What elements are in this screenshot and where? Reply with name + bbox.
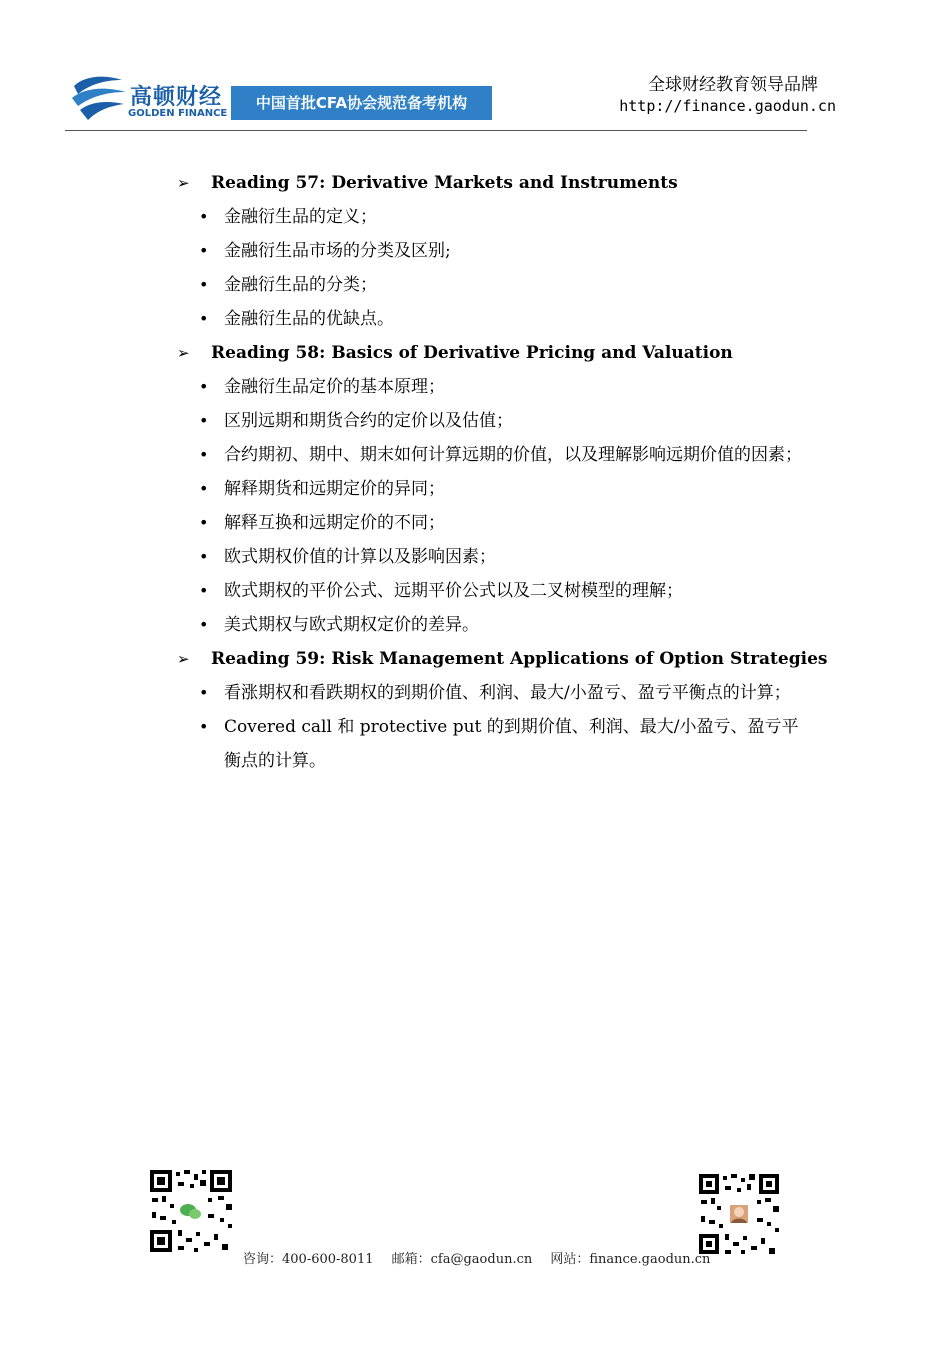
list-item: • 区别远期和期货合约的定价以及估值； bbox=[0, 404, 814, 438]
list-item: • 金融衍生品的分类； bbox=[0, 268, 814, 302]
list-item: • Covered call 和 protective put 的到期价值、利润、最大/小盈亏、盈亏平衡点的计算。 bbox=[0, 710, 814, 778]
golden-finance-logo-icon bbox=[70, 72, 128, 124]
list-item: • 美式期权与欧式期权定价的差异。 bbox=[0, 608, 814, 642]
logo-chinese-name: 高顿财经 bbox=[130, 85, 223, 110]
bullet-icon: • bbox=[199, 445, 209, 464]
reading-title: ➢ Reading 58: Basics of Derivative Pricing and Valuation bbox=[0, 336, 950, 370]
bullet-icon: • bbox=[199, 615, 209, 634]
header-banner: 中国首批CFA协会规范备考机构 bbox=[231, 86, 492, 120]
bullet-icon: • bbox=[199, 241, 209, 260]
list-item: • 金融衍生品市场的分类及区别; bbox=[0, 234, 814, 268]
list-item: • 看涨期权和看跌期权的到期价值、利润、最大/小盈亏、盈亏平衡点的计算； bbox=[0, 676, 814, 710]
list-item: • 欧式期权价值的计算以及影响因素； bbox=[0, 540, 814, 574]
bullet-icon: • bbox=[199, 581, 209, 600]
contact-info bbox=[243, 1248, 724, 1267]
list-item: • 金融衍生品定价的基本原理； bbox=[0, 370, 814, 404]
list-item: • 金融衍生品的定义； bbox=[0, 200, 814, 234]
bullet-icon: • bbox=[199, 717, 209, 736]
page-header bbox=[0, 0, 950, 140]
reading-title: ➢ Reading 59: Risk Management Applications of Option Strategies bbox=[0, 642, 950, 676]
document-body bbox=[0, 166, 950, 778]
header-url[interactable]: http://finance.gaodun.cn bbox=[619, 97, 836, 115]
arrow-bullet-icon: ➢ bbox=[177, 650, 190, 668]
list-item: • 解释期货和远期定价的异同； bbox=[0, 472, 814, 506]
reading-section bbox=[0, 336, 950, 642]
header-slogan: 全球财经教育领导品牌 bbox=[648, 75, 818, 95]
list-item: • 解释互换和远期定价的不同； bbox=[0, 506, 814, 540]
contact-website[interactable]: 网站：finance.gaodun.cn bbox=[550, 1252, 711, 1267]
bullet-icon: • bbox=[199, 411, 209, 430]
avatar-qr-code-icon bbox=[697, 1172, 781, 1256]
logo-english-name: GOLDEN FINANCE bbox=[128, 108, 228, 119]
list-item: • 金融衍生品的优缺点。 bbox=[0, 302, 814, 336]
list-item: • 合约期初、期中、期末如何计算远期的价值，以及理解影响远期价值的因素； bbox=[0, 438, 814, 472]
wechat-qr-code-icon bbox=[148, 1168, 234, 1254]
reading-section bbox=[0, 166, 950, 336]
arrow-bullet-icon: ➢ bbox=[177, 174, 190, 192]
bullet-icon: • bbox=[199, 513, 209, 532]
consult-phone: 咨询：400-600-8011 bbox=[243, 1252, 374, 1267]
reading-section bbox=[0, 642, 950, 778]
arrow-bullet-icon: ➢ bbox=[177, 344, 190, 362]
page-footer bbox=[0, 1160, 950, 1270]
list-item: • 欧式期权的平价公式、远期平价公式以及二叉树模型的理解； bbox=[0, 574, 814, 608]
bullet-icon: • bbox=[199, 275, 209, 294]
header-divider bbox=[65, 130, 807, 131]
bullet-icon: • bbox=[199, 683, 209, 702]
bullet-icon: • bbox=[199, 479, 209, 498]
reading-title: ➢ Reading 57: Derivative Markets and Instruments bbox=[0, 166, 950, 200]
bullet-icon: • bbox=[199, 377, 209, 396]
bullet-icon: • bbox=[199, 207, 209, 226]
bullet-icon: • bbox=[199, 309, 209, 328]
contact-email[interactable]: 邮箱：cfa@gaodun.cn bbox=[391, 1252, 533, 1267]
bullet-icon: • bbox=[199, 547, 209, 566]
